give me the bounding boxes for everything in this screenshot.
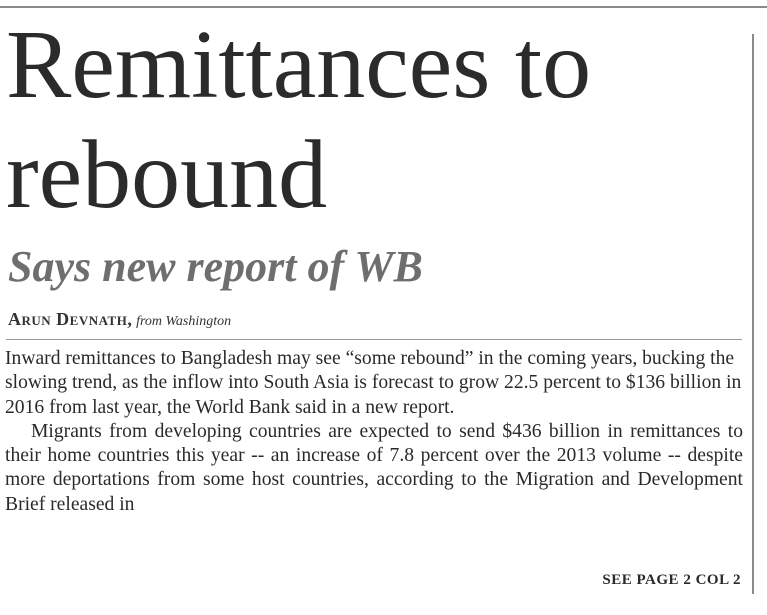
byline-rule xyxy=(6,339,742,340)
headline: Remittances to rebound xyxy=(6,11,592,229)
paragraph-2: Migrants from developing countries are expected to send $436 billion in remittances to their home countries this year -- an increase of 7.8 percent over the 2013 volume -- despite more deportations from some host countries, according to the Migration and Development Brief released in xyxy=(5,420,743,515)
article-body xyxy=(5,347,743,517)
byline xyxy=(8,309,231,332)
subheadline: Says new report of WB xyxy=(8,242,423,291)
top-rule xyxy=(0,6,767,8)
column-rule xyxy=(752,34,754,594)
byline-location: from Washington xyxy=(136,314,232,329)
paragraph-1: Inward remittances to Bangladesh may see “some rebound” in the coming years, bucking the slowing trend, as the inflow into South Asia is forecast to grow 22.5 percent to $136 billion in 2016 from last year, the World Bank said in a new report. xyxy=(5,348,742,418)
byline-author: Arun Devnath, xyxy=(8,309,133,329)
continuation-jump: SEE PAGE 2 COL 2 xyxy=(602,572,741,588)
